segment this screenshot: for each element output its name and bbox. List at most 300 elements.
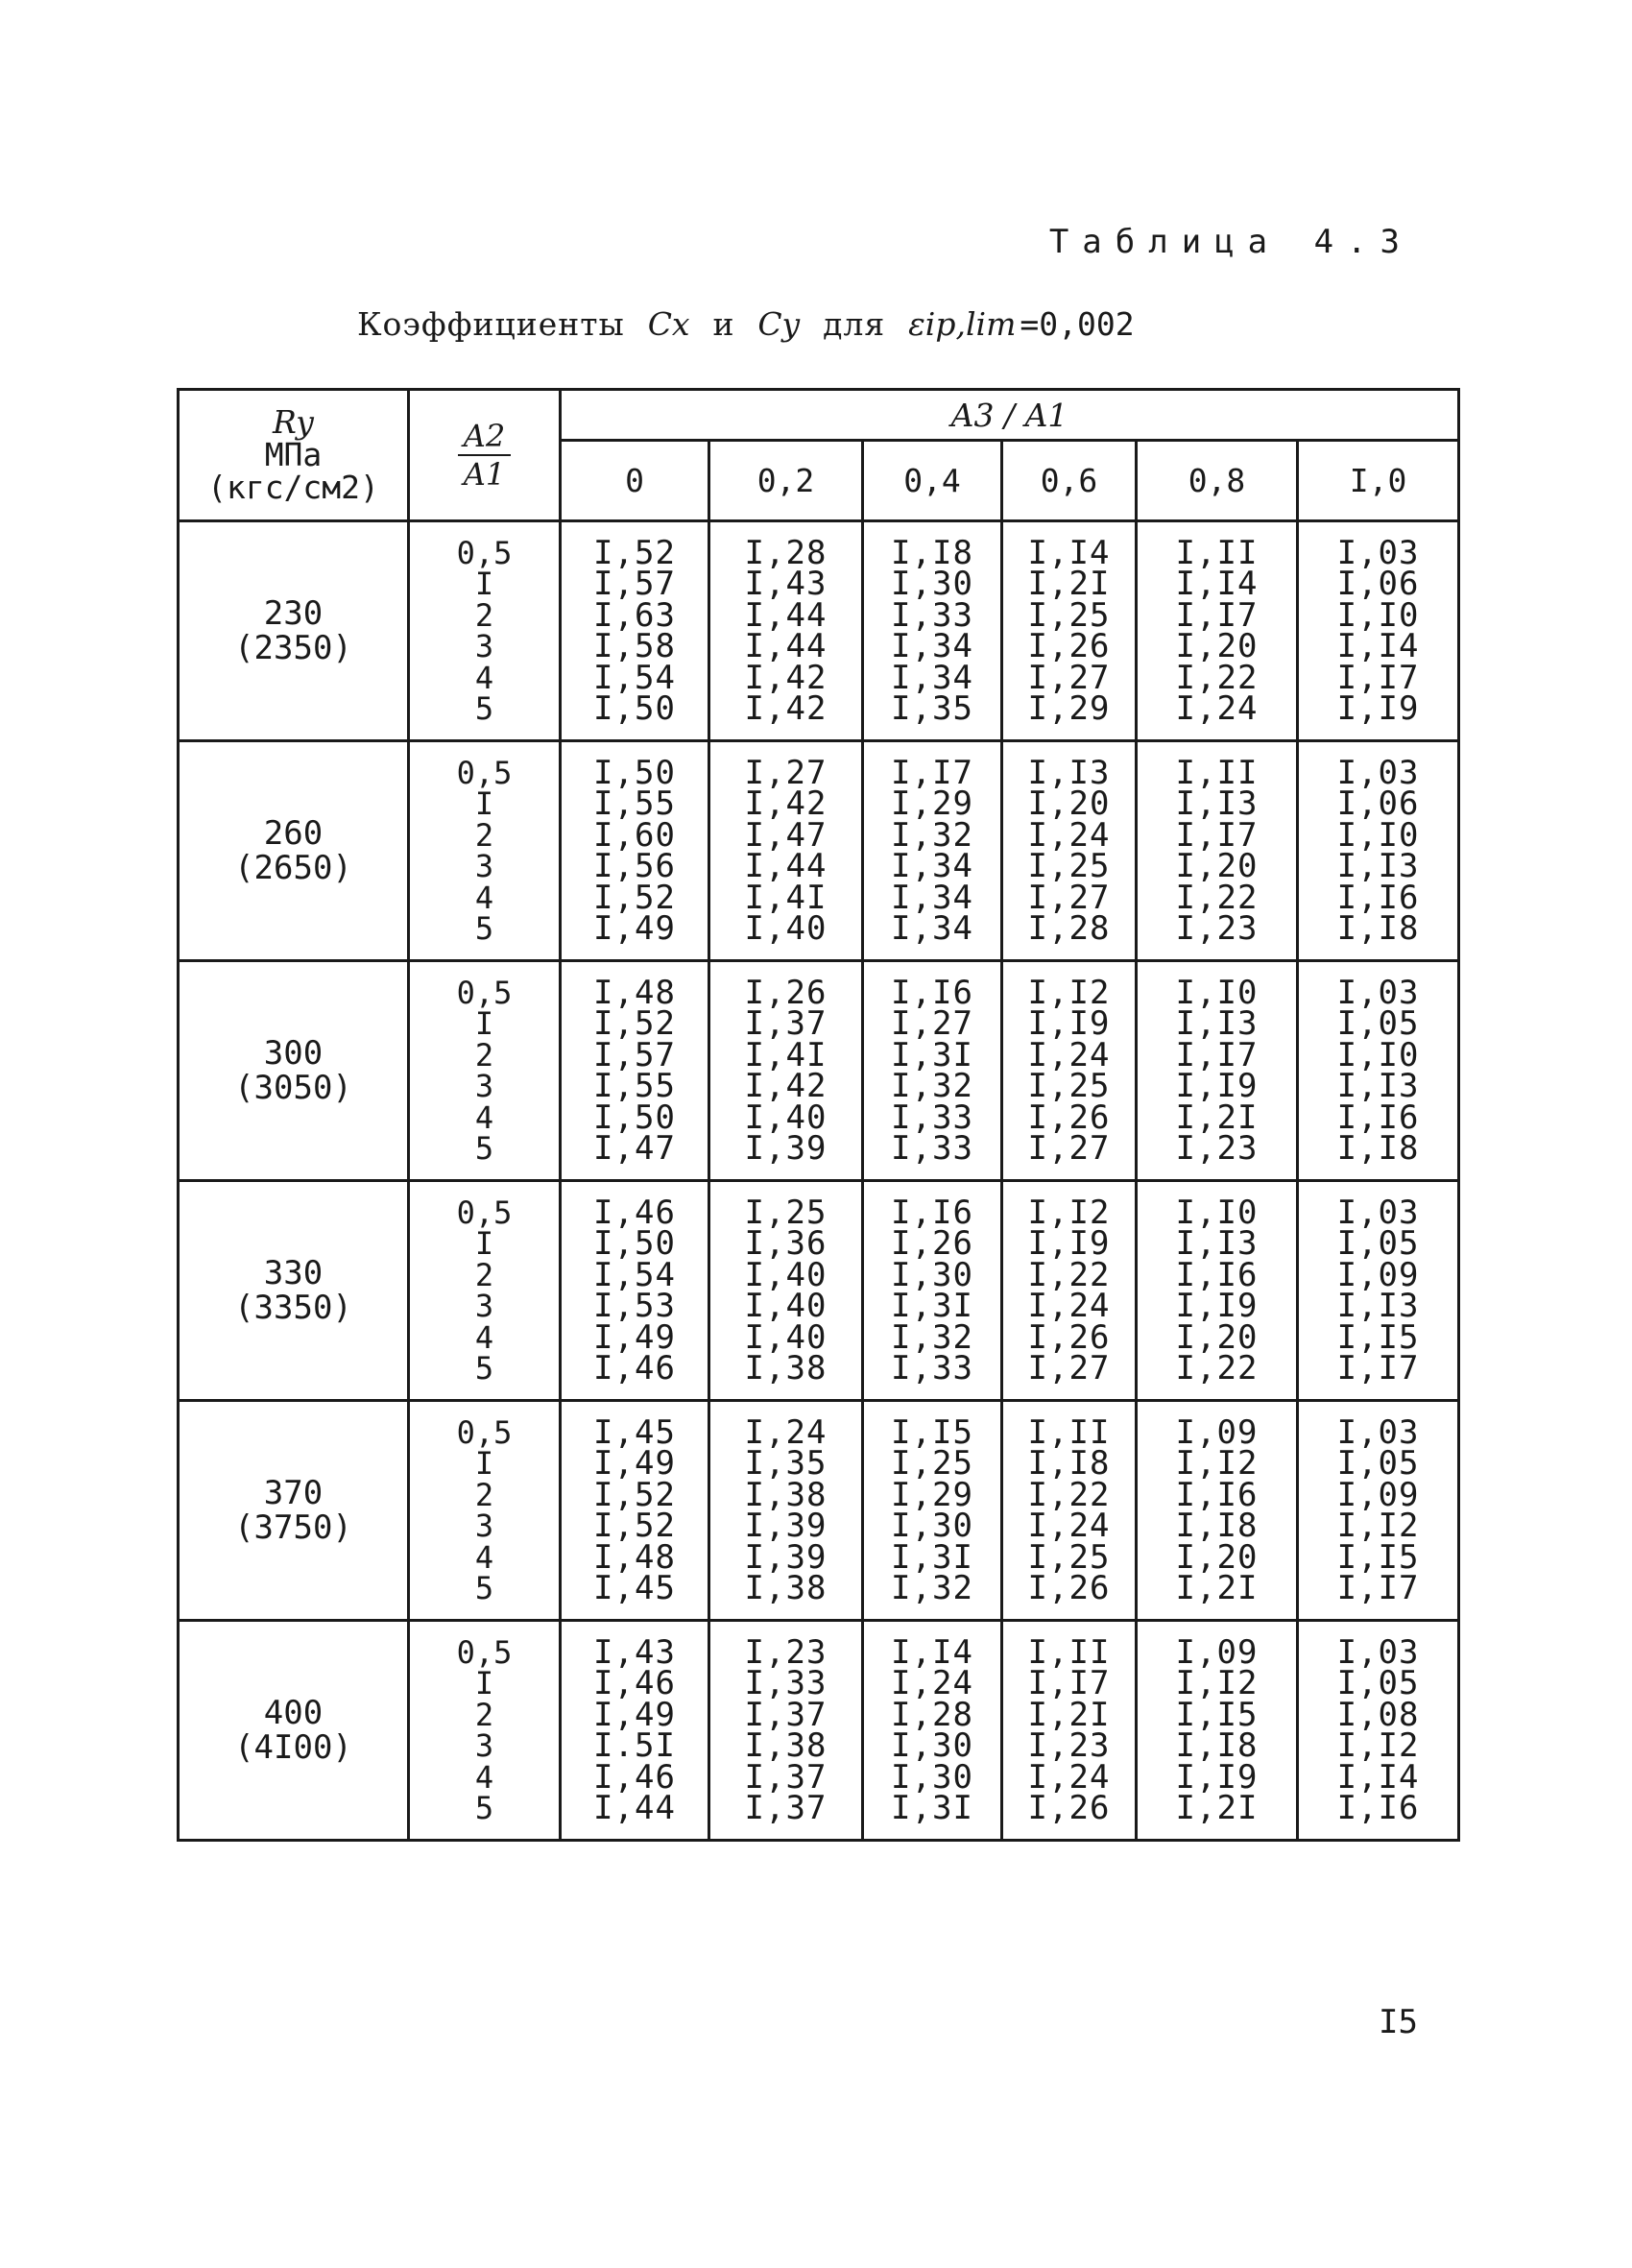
ratio-value: I [474,1225,494,1262]
ratio-value: 4 [474,1538,494,1576]
ry-kgs-value: (3750) [234,1508,352,1547]
coefficient-value: I,I0 [1336,595,1420,635]
coefficient-value: I,I4 [1175,565,1259,603]
coefficient-value: I,47 [744,815,828,855]
coefficient-value: I,48 [593,973,676,1012]
coefficient-value: I,47 [593,1129,676,1168]
coefficient-value: I,24 [891,1664,973,1702]
coefficient-value: I,55 [593,1067,676,1105]
table-row [179,1401,1459,1621]
value-cell [1002,1621,1137,1841]
value-cell [1298,1401,1459,1621]
ry-value: 260 [263,814,324,853]
coefficient-value: I,48 [593,1537,676,1577]
coefficient-value: I,I0 [1175,973,1259,1012]
ry-value: 400 [263,1694,324,1732]
coefficient-value: I,I8 [1336,909,1420,948]
coefficient-value: I,2I [1175,1098,1259,1137]
coefficient-value: I,I6 [891,1193,973,1232]
coefficient-value: I,34 [891,627,973,665]
header-ratio-bottom: A1 [463,456,506,493]
coefficient-value: I,I6 [1175,1255,1259,1294]
coefficient-value: I,I3 [1027,753,1111,792]
ry-cell [179,1621,409,1841]
coefficient-value: I,60 [593,815,676,855]
coefficient-value: I,I2 [1336,1507,1420,1545]
ry-kgs-value: (2350) [234,629,352,667]
coefficient-value: I,25 [1027,1537,1111,1577]
coefficient-value: I,32 [891,815,973,855]
ratio-value: I [474,1665,494,1701]
ry-kgs-value: (3050) [234,1069,352,1107]
coefficient-value: I,4I [744,1035,828,1074]
coefficient-value: I,29 [891,784,973,823]
coefficient-value: I,46 [593,1664,676,1702]
ratio-value: 3 [474,1508,494,1544]
ratio-cell [409,961,561,1181]
coefficient-value: I,I7 [1336,658,1420,697]
coefficient-value: I,53 [593,1287,676,1325]
header-ry-unit: МПа [264,436,323,473]
coefficient-value: I,52 [593,878,676,917]
coefficient-value: I,44 [593,1789,676,1827]
ratio-value: 5 [474,1130,494,1167]
ry-cell [179,961,409,1181]
value-cell [561,1401,709,1621]
coefficient-value: I,I5 [1336,1537,1420,1577]
coefficient-value: I,33 [891,595,973,635]
coefficient-value: I,44 [744,627,828,665]
coefficient-value: I,I3 [1336,1067,1420,1105]
coefficient-value: I,I5 [891,1412,973,1452]
ry-kgs-value: (2650) [234,849,352,887]
coefficient-value: I,I3 [1175,1004,1259,1043]
coefficient-value: I,25 [1027,847,1111,885]
coefficient-value: I,20 [1175,847,1259,885]
ratio-value: 2 [474,1256,494,1293]
coefficient-value: I,32 [891,1569,973,1607]
coefficient-value: I,26 [1027,1569,1111,1607]
coefficient-value: I,I6 [1336,1789,1420,1827]
value-cell [1298,1621,1459,1841]
ratio-value: 5 [474,1570,494,1606]
table-row [179,521,1459,741]
column-header: 0,8 [1137,441,1298,521]
caption-cx: Cx [647,305,690,343]
coefficient-value: I,37 [744,1695,828,1734]
table-caption [357,305,1135,343]
value-cell [561,1181,709,1401]
coefficient-value: I,28 [1027,909,1111,948]
coefficient-value: I,I5 [1175,1695,1259,1734]
coefficient-value: I,2I [1027,565,1111,603]
ratio-value: I [474,566,494,602]
coefficient-value: I,25 [1027,595,1111,635]
table-row [179,741,1459,961]
coefficient-value: I,03 [1336,753,1420,792]
coefficient-value: I,37 [744,1004,828,1043]
coefficient-value: I,30 [891,1507,973,1545]
ry-value: 370 [263,1474,324,1512]
coefficient-value: I,54 [593,658,676,697]
coefficient-value: I,24 [1027,1507,1111,1545]
value-cell [1298,961,1459,1181]
coefficient-value: I,25 [1027,1067,1111,1105]
caption-epsilon: εip,lim [908,305,1017,343]
value-cell [1002,521,1137,741]
table-row [179,1621,1459,1841]
coefficient-value: I,42 [744,784,828,823]
coefficient-value: I,24 [1027,815,1111,855]
header-ry [179,390,409,521]
coefficient-value: I,50 [593,1224,676,1263]
ratio-value: 3 [474,628,494,664]
coefficient-value: I,I3 [1175,784,1259,823]
coefficient-value: I,50 [593,753,676,792]
coefficient-value: I,03 [1336,1193,1420,1232]
coefficient-value: I,I3 [1175,1224,1259,1263]
value-cell [1002,1181,1137,1401]
coefficient-value: I,22 [1175,658,1259,697]
coefficient-value: I,I2 [1175,1664,1259,1702]
coefficient-value: I,2I [1175,1569,1259,1607]
column-header: 0,2 [709,441,863,521]
coefficient-value: I,II [1175,533,1259,572]
coefficient-value: I,I6 [891,973,973,1012]
coefficient-value: I,I4 [1336,1757,1420,1797]
coefficient-value: I,03 [1336,1412,1420,1452]
coefficient-value: I,30 [891,1757,973,1797]
value-cell [1002,961,1137,1181]
coefficient-value: I,05 [1336,1444,1420,1483]
value-cell [709,1181,863,1401]
coefficient-value: I,24 [1027,1287,1111,1325]
coefficient-value: I,37 [744,1789,828,1827]
coefficient-value: I,28 [744,533,828,572]
ratio-value: 3 [474,1068,494,1104]
coefficient-value: I,44 [744,595,828,635]
value-cell [863,521,1002,741]
coefficient-value: I,52 [593,1475,676,1514]
ratio-value: 0,5 [456,1633,513,1671]
coefficient-value: I,42 [744,689,828,728]
coefficient-value: I,3I [891,1035,973,1074]
value-cell [561,1621,709,1841]
coefficient-value: I,37 [744,1757,828,1797]
ratio-value: 2 [474,1696,494,1733]
coefficient-value: I,26 [1027,627,1111,665]
value-cell [709,1401,863,1621]
caption-for: для [823,305,886,343]
coefficients-table [177,388,1460,1842]
ratio-value: 2 [474,596,494,634]
coefficient-value: I,38 [744,1569,828,1607]
value-cell [863,1401,1002,1621]
value-cell [1298,521,1459,741]
value-cell [1137,1181,1298,1401]
ratio-value: 2 [474,1476,494,1513]
coefficient-value: I,I7 [1336,1569,1420,1607]
caption-cy: Cy [757,305,801,343]
ry-kgs-value: (4I00) [234,1728,352,1767]
header-ratio-top: A2 [458,418,511,456]
coefficient-value: I,I6 [1336,878,1420,917]
coefficient-value: I,23 [744,1632,828,1672]
header-ratio [409,390,561,521]
coefficient-value: I,20 [1175,1537,1259,1577]
coefficient-value: I,20 [1027,784,1111,823]
coefficient-value: I,I2 [1175,1444,1259,1483]
coefficient-value: I,58 [593,627,676,665]
value-cell [863,1181,1002,1401]
ratio-value: 0,5 [456,534,513,571]
coefficient-value: I,03 [1336,1632,1420,1672]
ratio-value: 5 [474,910,494,947]
coefficient-value: I,43 [744,565,828,603]
coefficient-value: I,39 [744,1537,828,1577]
coefficient-value: I,I5 [1336,1317,1420,1357]
coefficient-value: I,I8 [891,533,973,572]
ratio-value: 4 [474,659,494,696]
coefficient-value: I.5I [593,1726,676,1765]
coefficient-value: I,39 [744,1507,828,1545]
coefficient-value: I,I7 [1336,1349,1420,1387]
ratio-value: I [474,785,494,822]
coefficient-value: I,25 [891,1444,973,1483]
table-row [179,961,1459,1181]
coefficient-value: I,I4 [891,1632,973,1672]
coefficient-value: I,26 [891,1224,973,1263]
value-cell [709,961,863,1181]
ratio-value: 5 [474,1350,494,1387]
coefficient-value: I,II [1027,1632,1111,1672]
coefficient-value: I,I0 [1336,1035,1420,1074]
coefficient-value: I,50 [593,1098,676,1137]
coefficient-value: I,2I [1027,1695,1111,1734]
coefficient-value: I,I2 [1027,973,1111,1012]
value-cell [863,741,1002,961]
coefficient-value: I,05 [1336,1004,1420,1043]
coefficient-value: I,I2 [1336,1726,1420,1765]
coefficient-value: I,I8 [1175,1726,1259,1765]
coefficient-value: I,40 [744,1255,828,1294]
coefficient-value: I,49 [593,909,676,948]
coefficient-value: I,33 [891,1349,973,1387]
value-cell [1002,1401,1137,1621]
coefficient-value: I,38 [744,1475,828,1514]
coefficient-value: I,I7 [1027,1664,1111,1702]
coefficient-value: I,I7 [1175,595,1259,635]
table-row [179,1181,1459,1401]
coefficient-value: I,I0 [1175,1193,1259,1232]
coefficient-value: I,42 [744,1067,828,1105]
caption-lead: Коэффициенты [357,305,625,343]
coefficient-value: I,39 [744,1129,828,1168]
coefficient-value: I,3I [891,1789,973,1827]
coefficient-value: I,27 [1027,878,1111,917]
coefficient-value: I,30 [891,1726,973,1765]
coefficient-value: I,I2 [1027,1193,1111,1232]
value-cell [709,521,863,741]
ratio-value: 4 [474,1758,494,1796]
coefficient-value: I,I3 [1336,1287,1420,1325]
ratio-value: 3 [474,1288,494,1324]
coefficient-value: I,40 [744,1317,828,1357]
ratio-value: 5 [474,1790,494,1826]
coefficient-value: I,49 [593,1317,676,1357]
ry-cell [179,521,409,741]
coefficient-value: I,I8 [1175,1507,1259,1545]
coefficient-value: I,I4 [1336,627,1420,665]
coefficient-value: I,3I [891,1537,973,1577]
coefficient-value: I,23 [1175,909,1259,948]
coefficient-value: I,20 [1175,627,1259,665]
ratio-value: 5 [474,690,494,727]
coefficient-value: I,05 [1336,1224,1420,1263]
coefficient-value: I,22 [1175,878,1259,917]
ratio-value: 4 [474,1098,494,1136]
coefficient-value: I,32 [891,1067,973,1105]
coefficient-value: I,44 [744,847,828,885]
coefficient-value: I,46 [593,1193,676,1232]
ratio-cell [409,521,561,741]
coefficient-value: I,22 [1027,1255,1111,1294]
coefficient-value: I,50 [593,689,676,728]
coefficient-value: I,40 [744,1098,828,1137]
coefficient-value: I,II [1027,1412,1111,1452]
coefficient-value: I,27 [1027,1129,1111,1168]
coefficient-value: I,22 [1027,1475,1111,1514]
coefficient-value: I,I7 [1175,815,1259,855]
coefficient-value: I,I7 [891,753,973,792]
ratio-cell [409,741,561,961]
coefficient-value: I,29 [891,1475,973,1514]
coefficient-value: I,I4 [1027,533,1111,572]
coefficient-value: I,24 [1175,689,1259,728]
coefficient-value: I,55 [593,784,676,823]
coefficient-value: I,30 [891,1255,973,1294]
ratio-value: 0,5 [456,1413,513,1451]
value-cell [1002,741,1137,961]
coefficient-value: I,52 [593,1004,676,1043]
coefficient-value: I,40 [744,1287,828,1325]
value-cell [1137,521,1298,741]
ratio-cell [409,1401,561,1621]
ry-value: 300 [263,1034,324,1073]
coefficient-value: I,57 [593,1035,676,1074]
coefficient-value: I,09 [1336,1255,1420,1294]
coefficient-value: I,57 [593,565,676,603]
coefficient-value: I,46 [593,1349,676,1387]
coefficient-value: I,43 [593,1632,676,1672]
value-cell [709,1621,863,1841]
ratio-value: 2 [474,1036,494,1074]
header-group: A3 / A1 [561,390,1459,441]
ratio-cell [409,1181,561,1401]
coefficient-value: I,36 [744,1224,828,1263]
coefficient-value: I,I9 [1336,689,1420,728]
value-cell [1298,1181,1459,1401]
coefficient-value: I,35 [891,689,973,728]
coefficient-value: I,30 [891,565,973,603]
coefficient-value: I,2I [1175,1789,1259,1827]
header-ry-unit2: (кгс/см2) [207,469,379,506]
value-cell [561,741,709,961]
value-cell [1137,741,1298,961]
coefficient-value: I,27 [891,1004,973,1043]
value-cell [561,521,709,741]
ratio-value: 0,5 [456,1194,513,1231]
coefficient-value: I,09 [1336,1475,1420,1514]
coefficient-value: I,42 [744,658,828,697]
coefficient-value: I,I9 [1175,1287,1259,1325]
coefficient-value: I,06 [1336,565,1420,603]
coefficient-value: I,49 [593,1695,676,1734]
coefficient-value: I,03 [1336,973,1420,1012]
coefficient-value: I,03 [1336,533,1420,572]
ry-cell [179,1401,409,1621]
coefficient-value: I,32 [891,1317,973,1357]
value-cell [1137,1401,1298,1621]
coefficient-value: I,24 [1027,1035,1111,1074]
coefficient-value: I,45 [593,1569,676,1607]
table-number-label: Таблица 4.3 [1048,223,1413,261]
ry-cell [179,1181,409,1401]
coefficient-value: I,20 [1175,1317,1259,1357]
coefficient-value: I,33 [891,1098,973,1137]
value-cell [1137,1621,1298,1841]
coefficient-value: I,II [1175,753,1259,792]
ratio-value: 4 [474,879,494,916]
ratio-value: I [474,1445,494,1482]
column-header: 0 [561,441,709,521]
header-ratio-fraction [458,418,511,493]
column-header: I,0 [1298,441,1459,521]
coefficient-value: I,49 [593,1444,676,1483]
coefficient-value: I,46 [593,1757,676,1797]
value-cell [863,1621,1002,1841]
coefficient-value: I,29 [1027,689,1111,728]
ratio-value: 0,5 [456,754,513,791]
coefficient-value: I,34 [891,909,973,948]
coefficient-value: I,34 [891,658,973,697]
value-cell [561,961,709,1181]
coefficient-value: I,52 [593,1507,676,1545]
coefficient-value: I,3I [891,1287,973,1325]
coefficient-value: I,33 [891,1129,973,1168]
coefficient-value: I,40 [744,909,828,948]
coefficient-value: I,I9 [1175,1757,1259,1797]
coefficient-value: I,4I [744,878,828,917]
ratio-value: I [474,1005,494,1042]
coefficient-value: I,23 [1027,1726,1111,1765]
coefficient-value: I,26 [1027,1789,1111,1827]
column-header: 0,6 [1002,441,1137,521]
coefficient-value: I,54 [593,1255,676,1294]
coefficient-value: I,34 [891,878,973,917]
caption-and: и [712,305,735,343]
coefficient-value: I,25 [744,1193,828,1232]
coefficient-value: I,34 [891,847,973,885]
ratio-value: 2 [474,816,494,854]
coefficient-value: I,I6 [1175,1475,1259,1514]
coefficient-value: I,22 [1175,1349,1259,1387]
header-ry-symbol: Ry [273,403,314,441]
ry-kgs-value: (3350) [234,1289,352,1327]
ratio-value: 4 [474,1318,494,1356]
ratio-value: 3 [474,1727,494,1764]
coefficient-value: I,I8 [1027,1444,1111,1483]
